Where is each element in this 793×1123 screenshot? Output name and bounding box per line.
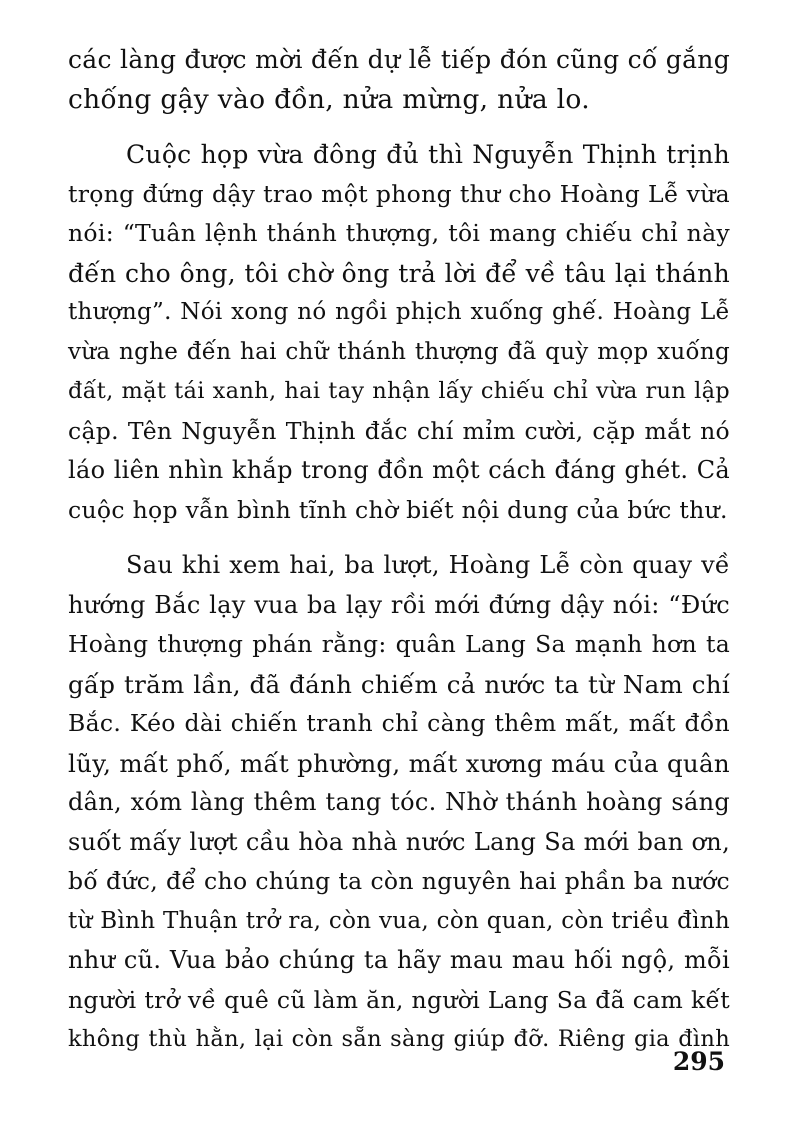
text-line: Bắc. Kéo dài chiến tranh chỉ càng thêm mất, mất đồn (68, 709, 730, 737)
text-line: cuộc họp vẫn bình tĩnh chờ biết nội dung của bức thư. (68, 495, 728, 524)
paragraph-gap (68, 119, 730, 135)
text-line: nói: “Tuân lệnh thánh thượng, tôi mang chiếu chỉ này (68, 219, 730, 247)
text-line: đến cho ông, tôi chờ ông trả lời để về tâu lại thánh (68, 258, 730, 288)
text-line: cập. Tên Nguyễn Thịnh đắc chí mỉm cười, cặp mắt nó (68, 416, 730, 445)
text-line: đất, mặt tái xanh, hai tay nhận lấy chiếu chỉ vừa run lập (68, 378, 730, 404)
text-line: suốt mấy lượt cầu hòa nhà nước Lang Sa mới ban ơn, (68, 827, 730, 856)
page-number: 295 (672, 1047, 725, 1076)
text-line: Hoàng thượng phán rằng: quân Lang Sa mạnh hơn ta (68, 630, 730, 658)
text-line: hướng Bắc lạy vua ba lạy rồi mới đứng dậy nói: “Đức (68, 590, 730, 619)
text-line: như cũ. Vua bảo chúng ta hãy mau mau hối ngộ, mỗi (68, 946, 730, 974)
text-line: gấp trăm lần, đã đánh chiếm cả nước ta từ Nam chí (68, 669, 730, 699)
text-line: bố đức, để cho chúng ta còn nguyên hai phần ba nước (68, 867, 730, 895)
text-line: thượng”. Nói xong nó ngồi phịch xuống ghế. Hoàng Lễ (68, 299, 730, 325)
text-line: Cuộc họp vừa đông đủ thì Nguyễn Thịnh trịnh (126, 140, 730, 169)
text-line: chống gậy vào đồn, nửa mừng, nửa lo. (68, 83, 590, 115)
text-line: không thù hằn, lại còn sẵn sàng giúp đỡ. Riêng gia đình (68, 1026, 730, 1052)
text-line: Sau khi xem hai, ba lượt, Hoàng Lễ còn quay về (126, 551, 730, 579)
body-text (68, 40, 730, 1060)
text-line: lũy, mất phố, mất phường, mất xương máu của quân (68, 748, 730, 778)
text-line: người trở về quê cũ làm ăn, người Lang Sa đã cam kết (68, 985, 730, 1014)
text-line: vừa nghe đến hai chữ thánh thượng đã quỳ mọp xuống (68, 338, 730, 365)
paragraph-gap (68, 530, 730, 546)
text-line: dân, xóm làng thêm tang tóc. Nhờ thánh hoàng sáng (68, 788, 730, 816)
text-line: từ Bình Thuận trở ra, còn vua, còn quan, còn triều đình (68, 907, 730, 934)
text-line: trọng đứng dậy trao một phong thư cho Hoàng Lễ vừa (68, 179, 730, 208)
text-line: các làng được mời đến dự lễ tiếp đón cũng cố gắng (68, 45, 731, 74)
text-line: láo liên nhìn khắp trong đồn một cách đáng ghét. Cả (68, 456, 730, 484)
